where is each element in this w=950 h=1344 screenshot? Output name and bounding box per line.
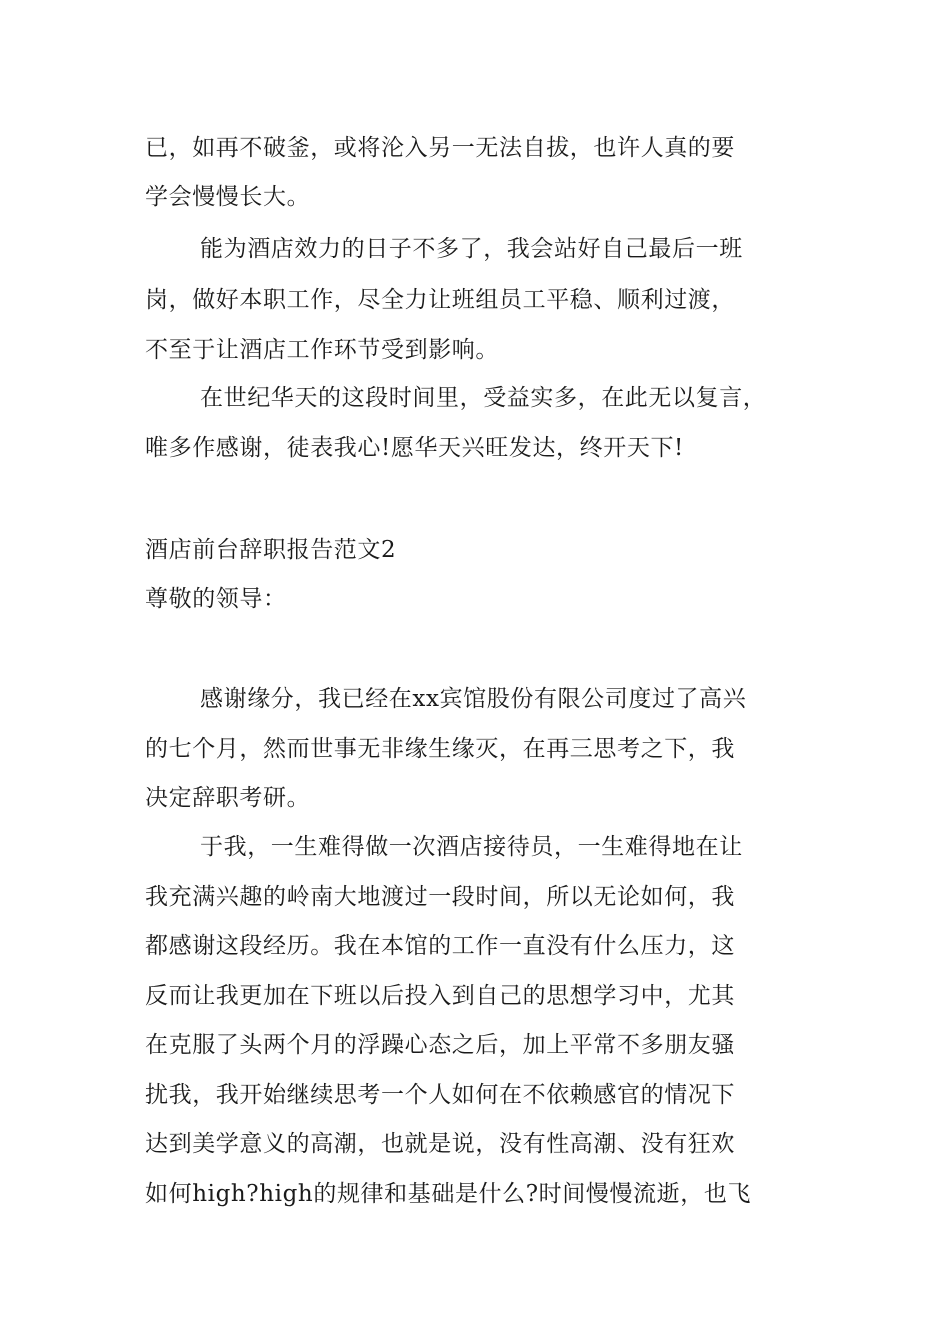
paragraph-line: 已，如再不破釜，或将沦入另一无法自拔，也许人真的要	[145, 135, 735, 161]
paragraph-line: 在世纪华天的这段时间里，受益实多，在此无以复言，	[200, 385, 767, 411]
paragraph-line: 不至于让酒店工作环节受到影响。	[145, 337, 499, 363]
paragraph-line: 在克服了头两个月的浮躁心态之后，加上平常不多朋友骚	[145, 1032, 735, 1058]
paragraph-line: 岗，做好本职工作，尽全力让班组员工平稳、顺利过渡，	[145, 287, 735, 313]
paragraph-line: 的七个月，然而世事无非缘生缘灭，在再三思考之下，我	[145, 736, 735, 762]
paragraph-line: 感谢缘分，我已经在xx宾馆股份有限公司度过了高兴	[200, 686, 747, 712]
paragraph-line: 学会慢慢长大。	[145, 184, 311, 210]
paragraph-line: 反而让我更加在下班以后投入到自己的思想学习中，尤其	[145, 983, 735, 1009]
paragraph-line: 于我，一生难得做一次酒店接待员，一生难得地在让	[200, 834, 743, 860]
paragraph-line: 能为酒店效力的日子不多了，我会站好自己最后一班	[200, 236, 743, 262]
paragraph-line: 扰我，我开始继续思考一个人如何在不依赖感官的情况下	[145, 1082, 735, 1108]
salutation: 尊敬的领导：	[145, 586, 287, 612]
paragraph-line: 我充满兴趣的岭南大地渡过一段时间，所以无论如何，我	[145, 884, 735, 910]
paragraph-line: 唯多作感谢，徒表我心!愿华天兴旺发达，终开天下!	[145, 435, 684, 461]
paragraph-line: 达到美学意义的高潮，也就是说，没有性高潮、没有狂欢	[145, 1131, 735, 1157]
paragraph-line: 决定辞职考研。	[145, 785, 311, 811]
paragraph-line: 如何high?high的规律和基础是什么?时间慢慢流逝，也飞	[145, 1181, 752, 1207]
paragraph-line: 都感谢这段经历。我在本馆的工作一直没有什么压力，这	[145, 933, 735, 959]
section-title: 酒店前台辞职报告范文2	[145, 537, 397, 563]
